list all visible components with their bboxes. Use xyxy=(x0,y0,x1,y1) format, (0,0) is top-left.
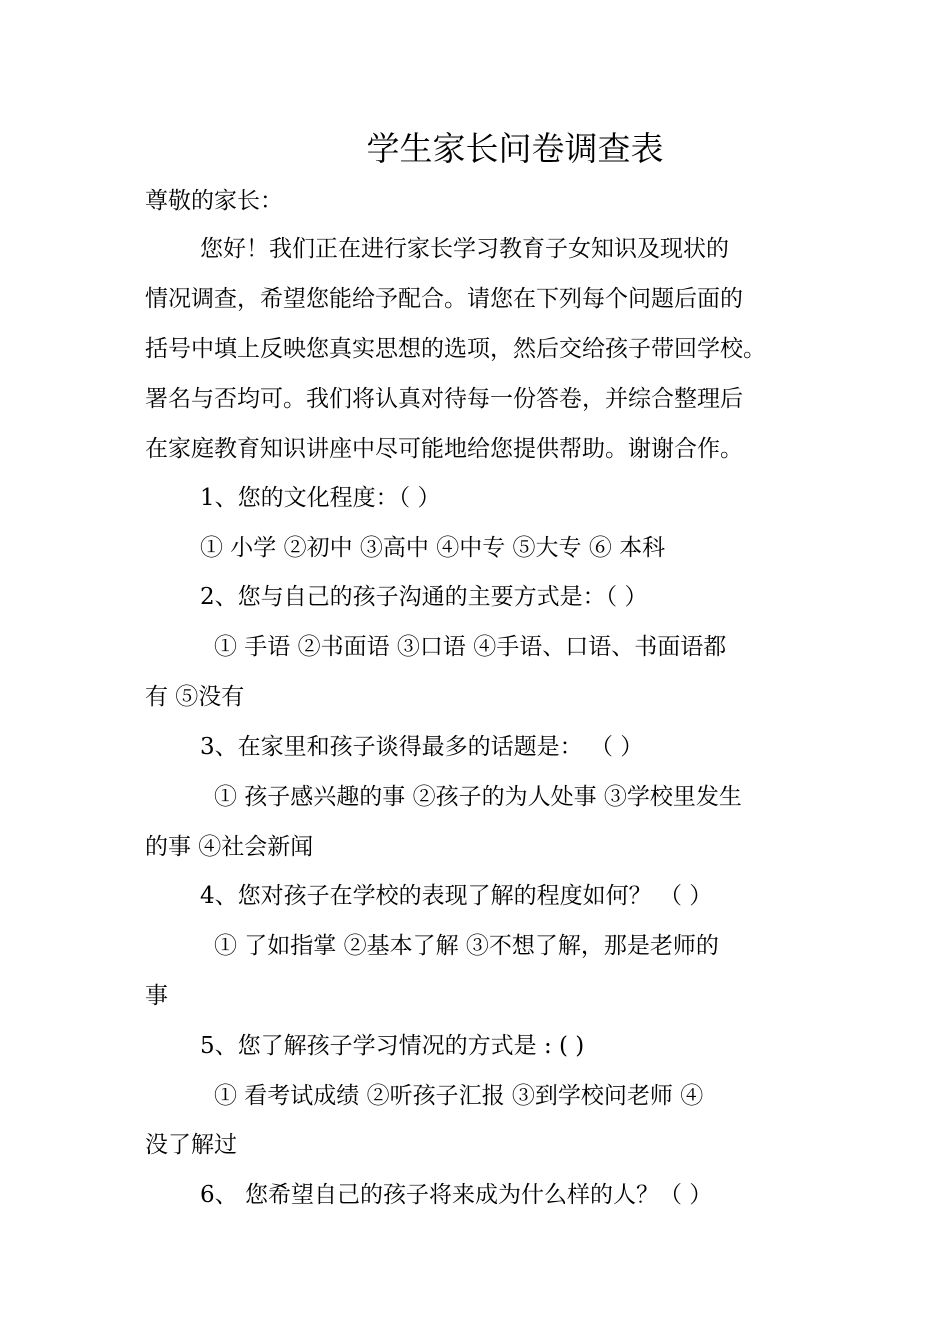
salutation: 尊敬的家长： xyxy=(145,188,283,214)
question-2-options-cont: 有 ⑤没有 xyxy=(145,684,245,710)
question-1-options: ① 小学 ②初中 ③高中 ④中专 ⑤大专 ⑥ 本科 xyxy=(200,535,666,561)
question-2-options: ① 手语 ②书面语 ③口语 ④手语、口语、书面语都 xyxy=(214,634,727,660)
question-4: 4、您对孩子在学校的表现了解的程度如何？ （ ） xyxy=(200,883,713,909)
question-3-options-cont: 的事 ④社会新闻 xyxy=(145,834,314,860)
intro-line: 您好！我们正在进行家长学习教育子女知识及现状的 xyxy=(200,236,729,262)
question-3: 3、在家里和孩子谈得最多的话题是： （ ） xyxy=(200,734,644,760)
question-4-options-cont: 事 xyxy=(145,983,168,1009)
question-1: 1、您的文化程度：（ ） xyxy=(200,485,441,511)
question-6: 6、 您希望自己的孩子将来成为什么样的人？（ ） xyxy=(200,1182,713,1208)
intro-line: 括号中填上反映您真实思想的选项，然后交给孩子带回学校。 xyxy=(145,336,766,362)
question-3-options: ① 孩子感兴趣的事 ②孩子的为人处事 ③学校里发生 xyxy=(214,784,742,810)
intro-line: 在家庭教育知识讲座中尽可能地给您提供帮助。谢谢合作。 xyxy=(145,436,743,462)
question-5-options-cont: 没了解过 xyxy=(145,1132,237,1158)
question-5-options: ① 看考试成绩 ②听孩子汇报 ③到学校问老师 ④ xyxy=(214,1083,704,1109)
page-title: 学生家长问卷调查表 xyxy=(366,129,664,168)
question-4-options: ① 了如指掌 ②基本了解 ③不想了解，那是老师的 xyxy=(214,933,719,959)
intro-line: 情况调查，希望您能给予配合。请您在下列每个问题后面的 xyxy=(145,286,743,312)
intro-line: 署名与否均可。我们将认真对待每一份答卷，并综合整理后 xyxy=(145,386,743,412)
question-5: 5、您了解孩子学习情况的方式是 : ( ) xyxy=(200,1033,585,1059)
question-2: 2、您与自己的孩子沟通的主要方式是：（ ） xyxy=(200,584,648,610)
